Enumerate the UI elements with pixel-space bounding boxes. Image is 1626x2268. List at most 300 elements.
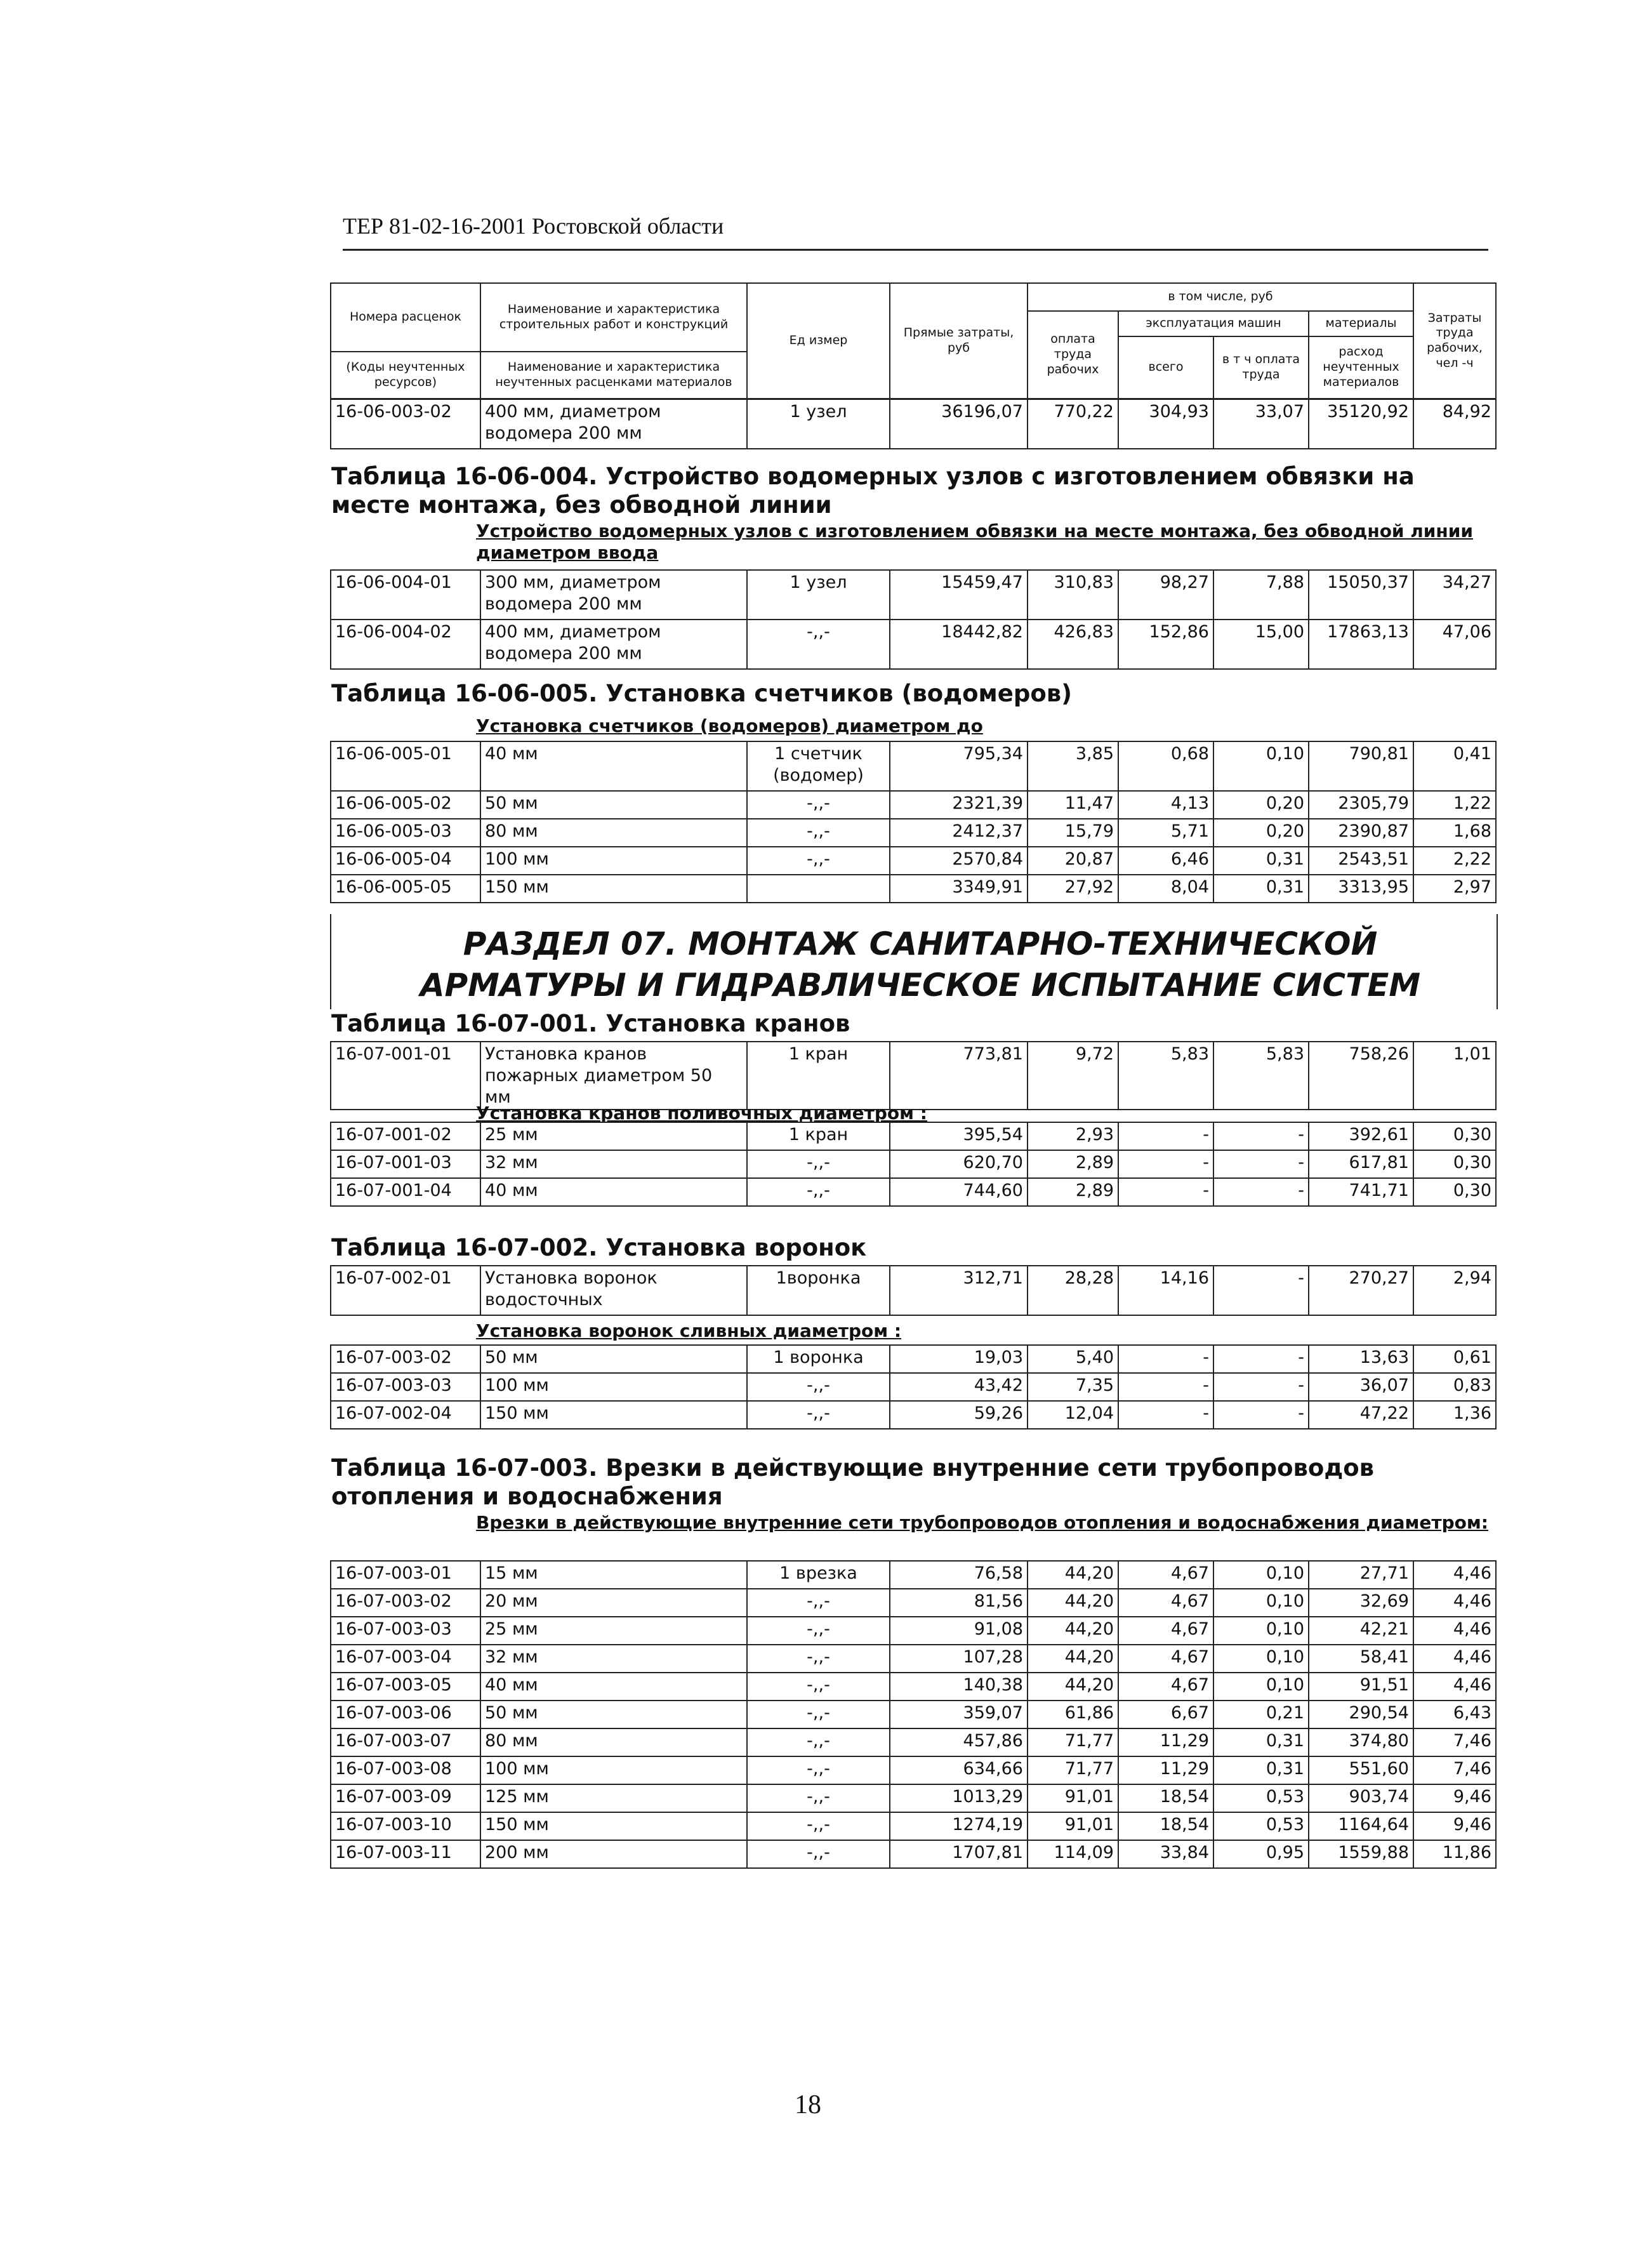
table-row — [331, 1561, 1496, 1589]
materials-cell: 27,71 — [1309, 1561, 1413, 1589]
labor-hours-cell: 7,46 — [1413, 1756, 1496, 1784]
table-16-06-005-caption: Таблица 16-06-005. Установка счетчиков (водомеров) — [331, 680, 1073, 707]
rate-code-cell: 16-07-001-02 — [331, 1122, 480, 1150]
header-rule — [343, 249, 1488, 251]
direct-cost-cell: 2321,39 — [890, 791, 1028, 819]
work-name-cell: 300 мм, диаметром водомера 200 мм — [480, 570, 747, 620]
work-name-cell: 25 мм — [480, 1617, 747, 1645]
unit-cell: 1 кран — [747, 1042, 890, 1110]
labor-pay-cell: 71,77 — [1028, 1728, 1118, 1756]
direct-cost-cell: 15459,47 — [890, 570, 1028, 620]
direct-cost-cell: 744,60 — [890, 1178, 1028, 1206]
head-incl-pay: в т ч оплата труда — [1213, 336, 1309, 399]
head-direct: Прямые затраты, руб — [890, 283, 1028, 399]
labor-hours-cell: 1,68 — [1413, 819, 1496, 847]
head-incl: в том числе, руб — [1028, 283, 1413, 311]
labor-hours-cell: 4,46 — [1413, 1645, 1496, 1673]
table-16-06-003 — [330, 399, 1497, 449]
labor-hours-cell: 4,46 — [1413, 1589, 1496, 1617]
direct-cost-cell: 312,71 — [890, 1266, 1028, 1315]
table-row — [331, 1178, 1496, 1206]
rate-code-cell: 16-07-003-10 — [331, 1812, 480, 1840]
machines-labor-pay-cell: 33,07 — [1213, 399, 1309, 449]
labor-pay-cell: 44,20 — [1028, 1617, 1118, 1645]
labor-pay-cell: 44,20 — [1028, 1645, 1118, 1673]
head-labor-pay: оплата труда рабочих — [1028, 311, 1118, 399]
unit-cell — [747, 875, 890, 903]
labor-pay-cell: 310,83 — [1028, 570, 1118, 620]
unit-cell: -,,- — [747, 791, 890, 819]
direct-cost-cell: 773,81 — [890, 1042, 1028, 1110]
rate-code-cell: 16-07-001-04 — [331, 1178, 480, 1206]
materials-cell: 3313,95 — [1309, 875, 1413, 903]
table-row — [331, 1645, 1496, 1673]
work-name-cell: 100 мм — [480, 847, 747, 875]
unit-cell: 1 узел — [747, 570, 890, 620]
work-name-cell: 50 мм — [480, 791, 747, 819]
labor-hours-cell: 84,92 — [1413, 399, 1496, 449]
materials-cell: 42,21 — [1309, 1617, 1413, 1645]
machines-labor-pay-cell: 0,10 — [1213, 1589, 1309, 1617]
machines-total-cell: 4,67 — [1118, 1561, 1213, 1589]
table-row — [331, 570, 1496, 620]
rate-code-cell: 16-07-003-04 — [331, 1645, 480, 1673]
materials-cell: 47,22 — [1309, 1401, 1413, 1429]
work-name-cell: 150 мм — [480, 875, 747, 903]
direct-cost-cell: 140,38 — [890, 1673, 1028, 1701]
direct-cost-cell: 107,28 — [890, 1645, 1028, 1673]
table-row — [331, 1042, 1496, 1110]
table-16-07-001-caption: Таблица 16-07-001. Установка кранов — [331, 1010, 850, 1037]
machines-labor-pay-cell: 7,88 — [1213, 570, 1309, 620]
direct-cost-cell: 457,86 — [890, 1728, 1028, 1756]
labor-hours-cell: 6,43 — [1413, 1701, 1496, 1728]
materials-cell: 17863,13 — [1309, 620, 1413, 669]
labor-pay-cell: 2,89 — [1028, 1178, 1118, 1206]
table-row — [331, 1784, 1496, 1812]
work-name-cell: Установка кранов пожарных диаметром 50 мм — [480, 1042, 747, 1110]
table-row — [331, 819, 1496, 847]
work-name-cell: 15 мм — [480, 1561, 747, 1589]
labor-pay-cell: 2,93 — [1028, 1122, 1118, 1150]
table-row — [331, 1589, 1496, 1617]
machines-labor-pay-cell: - — [1213, 1122, 1309, 1150]
materials-cell: 91,51 — [1309, 1673, 1413, 1701]
rate-code-cell: 16-06-005-05 — [331, 875, 480, 903]
table-row — [331, 791, 1496, 819]
rate-code-cell: 16-07-001-03 — [331, 1150, 480, 1178]
rate-code-cell: 16-07-003-08 — [331, 1756, 480, 1784]
materials-cell: 13,63 — [1309, 1345, 1413, 1373]
head-labor: Затраты труда рабочих, чел -ч — [1413, 283, 1496, 399]
machines-labor-pay-cell: 0,31 — [1213, 847, 1309, 875]
machines-total-cell: 4,67 — [1118, 1673, 1213, 1701]
materials-cell: 36,07 — [1309, 1373, 1413, 1401]
materials-cell: 374,80 — [1309, 1728, 1413, 1756]
rate-code-cell: 16-07-002-04 — [331, 1401, 480, 1429]
machines-total-cell: - — [1118, 1122, 1213, 1150]
materials-cell: 58,41 — [1309, 1645, 1413, 1673]
machines-total-cell: 4,67 — [1118, 1617, 1213, 1645]
table-16-06-004-caption: Таблица 16-06-004. Устройство водомерных узлов с изготовлением обвязки на месте монтажа, без обводной линии — [331, 463, 1415, 519]
materials-cell: 35120,92 — [1309, 399, 1413, 449]
table-row — [331, 1840, 1496, 1868]
materials-cell: 32,69 — [1309, 1589, 1413, 1617]
labor-pay-cell: 91,01 — [1028, 1812, 1118, 1840]
labor-hours-cell: 1,22 — [1413, 791, 1496, 819]
table-16-07-001-subcaption: Установка кранов поливочных диаметром : — [476, 1103, 927, 1124]
work-name-cell: 400 мм, диаметром водомера 200 мм — [480, 399, 747, 449]
unit-cell: -,,- — [747, 1150, 890, 1178]
rate-code-cell: 16-07-001-01 — [331, 1042, 480, 1110]
machines-labor-pay-cell: 0,53 — [1213, 1784, 1309, 1812]
table-row — [331, 1373, 1496, 1401]
work-name-cell: 32 мм — [480, 1150, 747, 1178]
unit-cell: -,,- — [747, 1178, 890, 1206]
labor-pay-cell: 44,20 — [1028, 1673, 1118, 1701]
labor-pay-cell: 7,35 — [1028, 1373, 1118, 1401]
machines-total-cell: 11,29 — [1118, 1756, 1213, 1784]
rate-code-cell: 16-07-003-02 — [331, 1589, 480, 1617]
unit-cell: 1 воронка — [747, 1345, 890, 1373]
table-16-07-002 — [330, 1344, 1497, 1429]
work-name-cell: Установка воронок водосточных — [480, 1266, 747, 1315]
work-name-cell: 80 мм — [480, 1728, 747, 1756]
work-name-cell: 40 мм — [480, 741, 747, 791]
direct-cost-cell: 19,03 — [890, 1345, 1028, 1373]
direct-cost-cell: 2570,84 — [890, 847, 1028, 875]
rate-code-cell: 16-07-003-03 — [331, 1617, 480, 1645]
labor-hours-cell: 2,22 — [1413, 847, 1496, 875]
direct-cost-cell: 634,66 — [890, 1756, 1028, 1784]
head-name: Наименование и характеристика строительных работ и конструкций — [480, 283, 747, 352]
work-name-cell: 100 мм — [480, 1756, 747, 1784]
table-row — [331, 1122, 1496, 1150]
table-row — [331, 620, 1496, 669]
materials-cell: 617,81 — [1309, 1150, 1413, 1178]
labor-hours-cell: 9,46 — [1413, 1784, 1496, 1812]
rate-code-cell: 16-06-005-03 — [331, 819, 480, 847]
labor-pay-cell: 3,85 — [1028, 741, 1118, 791]
machines-total-cell: - — [1118, 1150, 1213, 1178]
table-row — [331, 847, 1496, 875]
labor-pay-cell: 20,87 — [1028, 847, 1118, 875]
table-16-06-004 — [330, 569, 1497, 670]
unit-cell: -,,- — [747, 1784, 890, 1812]
rate-code-cell: 16-06-005-02 — [331, 791, 480, 819]
labor-hours-cell: 4,46 — [1413, 1617, 1496, 1645]
rate-code-cell: 16-07-003-07 — [331, 1728, 480, 1756]
direct-cost-cell: 18442,82 — [890, 620, 1028, 669]
machines-labor-pay-cell: - — [1213, 1150, 1309, 1178]
unit-cell: -,,- — [747, 1756, 890, 1784]
machines-total-cell: - — [1118, 1345, 1213, 1373]
work-name-cell: 50 мм — [480, 1345, 747, 1373]
labor-hours-cell: 0,30 — [1413, 1122, 1496, 1150]
materials-cell: 903,74 — [1309, 1784, 1413, 1812]
machines-total-cell: 8,04 — [1118, 875, 1213, 903]
labor-hours-cell: 0,30 — [1413, 1150, 1496, 1178]
labor-hours-cell: 0,41 — [1413, 741, 1496, 791]
table-row — [331, 1345, 1496, 1373]
machines-labor-pay-cell: 0,95 — [1213, 1840, 1309, 1868]
machines-total-cell: 98,27 — [1118, 570, 1213, 620]
labor-pay-cell: 61,86 — [1028, 1701, 1118, 1728]
work-name-cell: 20 мм — [480, 1589, 747, 1617]
labor-pay-cell: 28,28 — [1028, 1266, 1118, 1315]
machines-total-cell: 0,68 — [1118, 741, 1213, 791]
machines-labor-pay-cell: - — [1213, 1373, 1309, 1401]
labor-pay-cell: 44,20 — [1028, 1589, 1118, 1617]
labor-pay-cell: 27,92 — [1028, 875, 1118, 903]
labor-pay-cell: 5,40 — [1028, 1345, 1118, 1373]
labor-pay-cell: 91,01 — [1028, 1784, 1118, 1812]
labor-hours-cell: 47,06 — [1413, 620, 1496, 669]
work-name-cell: 200 мм — [480, 1840, 747, 1868]
table-16-07-001 — [330, 1122, 1497, 1207]
rate-code-cell: 16-07-002-01 — [331, 1266, 480, 1315]
machines-labor-pay-cell: 0,31 — [1213, 1756, 1309, 1784]
work-name-cell: 80 мм — [480, 819, 747, 847]
work-name-cell: 40 мм — [480, 1673, 747, 1701]
machines-total-cell: 33,84 — [1118, 1840, 1213, 1868]
machines-labor-pay-cell: 15,00 — [1213, 620, 1309, 669]
labor-hours-cell: 4,46 — [1413, 1673, 1496, 1701]
direct-cost-cell: 91,08 — [890, 1617, 1028, 1645]
labor-hours-cell: 1,01 — [1413, 1042, 1496, 1110]
table-16-07-003-caption: Таблица 16-07-003. Врезки в действующие внутренние сети трубопроводов отопления и водоснабжения — [331, 1454, 1375, 1511]
head-name-sub: Наименование и характеристика неучтенных расценками материалов — [480, 352, 747, 399]
table-16-07-002-subcaption: Установка воронок сливных диаметром : — [476, 1320, 902, 1341]
machines-labor-pay-cell: 0,10 — [1213, 1645, 1309, 1673]
labor-pay-cell: 426,83 — [1028, 620, 1118, 669]
head-codes: Номера расценок — [331, 283, 480, 352]
work-name-cell: 400 мм, диаметром водомера 200 мм — [480, 620, 747, 669]
work-name-cell: 40 мм — [480, 1178, 747, 1206]
table-row — [331, 1756, 1496, 1784]
rate-code-cell: 16-07-003-01 — [331, 1561, 480, 1589]
unit-cell: -,,- — [747, 1589, 890, 1617]
labor-pay-cell: 770,22 — [1028, 399, 1118, 449]
machines-total-cell: - — [1118, 1178, 1213, 1206]
direct-cost-cell: 620,70 — [890, 1150, 1028, 1178]
machines-labor-pay-cell: - — [1213, 1266, 1309, 1315]
direct-cost-cell: 43,42 — [890, 1373, 1028, 1401]
work-name-cell: 150 мм — [480, 1812, 747, 1840]
table-16-07-002-first — [330, 1265, 1497, 1316]
table-row — [331, 1617, 1496, 1645]
machines-total-cell: - — [1118, 1401, 1213, 1429]
labor-hours-cell: 1,36 — [1413, 1401, 1496, 1429]
work-name-cell: 150 мм — [480, 1401, 747, 1429]
labor-pay-cell: 71,77 — [1028, 1756, 1118, 1784]
unit-cell: -,,- — [747, 1812, 890, 1840]
table-16-07-002-caption: Таблица 16-07-002. Установка воронок — [331, 1234, 867, 1261]
labor-hours-cell: 11,86 — [1413, 1840, 1496, 1868]
rate-code-cell: 16-07-003-06 — [331, 1701, 480, 1728]
page-number: 18 — [795, 2090, 821, 2119]
machines-labor-pay-cell: - — [1213, 1178, 1309, 1206]
machines-total-cell: 4,67 — [1118, 1589, 1213, 1617]
direct-cost-cell: 1274,19 — [890, 1812, 1028, 1840]
labor-pay-cell: 2,89 — [1028, 1150, 1118, 1178]
table-row — [331, 1673, 1496, 1701]
head-machines: эксплуатация машин — [1118, 311, 1309, 336]
unit-cell: -,,- — [747, 1645, 890, 1673]
machines-total-cell: 6,67 — [1118, 1701, 1213, 1728]
document-header: ТЕР 81-02-16-2001 Ростовской области — [343, 213, 724, 239]
head-unit: Ед измер — [747, 283, 890, 399]
materials-cell: 741,71 — [1309, 1178, 1413, 1206]
labor-hours-cell: 7,46 — [1413, 1728, 1496, 1756]
materials-cell: 1164,64 — [1309, 1812, 1413, 1840]
materials-cell: 790,81 — [1309, 741, 1413, 791]
materials-cell: 392,61 — [1309, 1122, 1413, 1150]
machines-total-cell: 4,67 — [1118, 1645, 1213, 1673]
materials-cell: 270,27 — [1309, 1266, 1413, 1315]
materials-cell: 758,26 — [1309, 1042, 1413, 1110]
labor-hours-cell: 0,30 — [1413, 1178, 1496, 1206]
rate-code-cell: 16-06-005-04 — [331, 847, 480, 875]
unit-cell: -,,- — [747, 1701, 890, 1728]
rate-code-cell: 16-07-003-02 — [331, 1345, 480, 1373]
labor-pay-cell: 15,79 — [1028, 819, 1118, 847]
machines-labor-pay-cell: 0,53 — [1213, 1812, 1309, 1840]
materials-cell: 2390,87 — [1309, 819, 1413, 847]
head-total: всего — [1118, 336, 1213, 399]
rate-code-cell: 16-06-005-01 — [331, 741, 480, 791]
machines-labor-pay-cell: 0,31 — [1213, 1728, 1309, 1756]
machines-labor-pay-cell: 0,20 — [1213, 791, 1309, 819]
table-16-06-005-subcaption: Установка счетчиков (водомеров) диаметром до — [476, 715, 983, 736]
machines-total-cell: 11,29 — [1118, 1728, 1213, 1756]
table-row — [331, 399, 1496, 449]
labor-hours-cell: 34,27 — [1413, 570, 1496, 620]
head-consumption: расход неучтенных материалов — [1309, 336, 1413, 399]
unit-cell: 1 врезка — [747, 1561, 890, 1589]
unit-cell: 1 кран — [747, 1122, 890, 1150]
direct-cost-cell: 36196,07 — [890, 399, 1028, 449]
direct-cost-cell: 359,07 — [890, 1701, 1028, 1728]
labor-hours-cell: 2,94 — [1413, 1266, 1496, 1315]
machines-labor-pay-cell: 0,10 — [1213, 1561, 1309, 1589]
labor-pay-cell: 9,72 — [1028, 1042, 1118, 1110]
machines-labor-pay-cell: 0,31 — [1213, 875, 1309, 903]
direct-cost-cell: 3349,91 — [890, 875, 1028, 903]
materials-cell: 2305,79 — [1309, 791, 1413, 819]
machines-total-cell: 5,71 — [1118, 819, 1213, 847]
table-row — [331, 1401, 1496, 1429]
materials-cell: 15050,37 — [1309, 570, 1413, 620]
table-row — [331, 1812, 1496, 1840]
labor-pay-cell: 114,09 — [1028, 1840, 1118, 1868]
unit-cell: 1 счетчик (водомер) — [747, 741, 890, 791]
labor-pay-cell: 44,20 — [1028, 1561, 1118, 1589]
machines-total-cell: 5,83 — [1118, 1042, 1213, 1110]
unit-cell: -,,- — [747, 1728, 890, 1756]
machines-labor-pay-cell: 0,10 — [1213, 1673, 1309, 1701]
machines-labor-pay-cell: - — [1213, 1345, 1309, 1373]
labor-hours-cell: 0,61 — [1413, 1345, 1496, 1373]
unit-cell: -,,- — [747, 1373, 890, 1401]
materials-cell: 1559,88 — [1309, 1840, 1413, 1868]
materials-cell: 290,54 — [1309, 1701, 1413, 1728]
unit-cell: 1 узел — [747, 399, 890, 449]
machines-total-cell: 14,16 — [1118, 1266, 1213, 1315]
work-name-cell: 125 мм — [480, 1784, 747, 1812]
table-16-07-003 — [330, 1560, 1497, 1869]
direct-cost-cell: 795,34 — [890, 741, 1028, 791]
direct-cost-cell: 2412,37 — [890, 819, 1028, 847]
machines-total-cell: 304,93 — [1118, 399, 1213, 449]
machines-labor-pay-cell: 5,83 — [1213, 1042, 1309, 1110]
unit-cell: -,,- — [747, 819, 890, 847]
table-row — [331, 1266, 1496, 1315]
table-16-07-001-first — [330, 1041, 1497, 1110]
machines-labor-pay-cell: 0,10 — [1213, 1617, 1309, 1645]
table-row — [331, 1701, 1496, 1728]
unit-cell: -,,- — [747, 1840, 890, 1868]
rate-code-cell: 16-07-003-05 — [331, 1673, 480, 1701]
labor-hours-cell: 4,46 — [1413, 1561, 1496, 1589]
rate-code-cell: 16-07-003-11 — [331, 1840, 480, 1868]
labor-hours-cell: 0,83 — [1413, 1373, 1496, 1401]
work-name-cell: 25 мм — [480, 1122, 747, 1150]
machines-labor-pay-cell: 0,10 — [1213, 741, 1309, 791]
column-header-table — [330, 282, 1497, 399]
section-07-title: РАЗДЕЛ 07. МОНТАЖ САНИТАРНО-ТЕХНИЧЕСКОЙ АРМАТУРЫ И ГИДРАВЛИЧЕСКОЕ ИСПЫТАНИЕ СИСТЕМ — [420, 925, 1421, 1004]
unit-cell: 1воронка — [747, 1266, 890, 1315]
table-16-07-003-subcaption: Врезки в действующие внутренние сети трубопроводов отопления и водоснабжения диаметром: — [476, 1512, 1488, 1533]
head-codes-sub: (Коды неучтенных ресурсов) — [331, 352, 480, 399]
machines-total-cell: - — [1118, 1373, 1213, 1401]
direct-cost-cell: 81,56 — [890, 1589, 1028, 1617]
work-name-cell: 100 мм — [480, 1373, 747, 1401]
direct-cost-cell: 76,58 — [890, 1561, 1028, 1589]
table-row — [331, 741, 1496, 791]
direct-cost-cell: 1707,81 — [890, 1840, 1028, 1868]
materials-cell: 2543,51 — [1309, 847, 1413, 875]
labor-pay-cell: 12,04 — [1028, 1401, 1118, 1429]
work-name-cell: 32 мм — [480, 1645, 747, 1673]
work-name-cell: 50 мм — [480, 1701, 747, 1728]
machines-total-cell: 152,86 — [1118, 620, 1213, 669]
table-row — [331, 1728, 1496, 1756]
rate-code-cell: 16-07-003-03 — [331, 1373, 480, 1401]
direct-cost-cell: 59,26 — [890, 1401, 1028, 1429]
table-16-06-005 — [330, 741, 1497, 903]
rate-code-cell: 16-06-003-02 — [331, 399, 480, 449]
unit-cell: -,,- — [747, 1617, 890, 1645]
machines-labor-pay-cell: - — [1213, 1401, 1309, 1429]
labor-pay-cell: 11,47 — [1028, 791, 1118, 819]
machines-total-cell: 18,54 — [1118, 1812, 1213, 1840]
table-row — [331, 1150, 1496, 1178]
rate-code-cell: 16-06-004-01 — [331, 570, 480, 620]
table-row — [331, 875, 1496, 903]
materials-cell: 551,60 — [1309, 1756, 1413, 1784]
direct-cost-cell: 1013,29 — [890, 1784, 1028, 1812]
rate-code-cell: 16-06-004-02 — [331, 620, 480, 669]
machines-total-cell: 6,46 — [1118, 847, 1213, 875]
rate-code-cell: 16-07-003-09 — [331, 1784, 480, 1812]
unit-cell: -,,- — [747, 1673, 890, 1701]
unit-cell: -,,- — [747, 847, 890, 875]
machines-labor-pay-cell: 0,20 — [1213, 819, 1309, 847]
table-16-06-004-subcaption: Устройство водомерных узлов с изготовлением обвязки на месте монтажа, без обводной линии диаметром ввода — [476, 521, 1474, 563]
head-materials: материалы — [1309, 311, 1413, 336]
unit-cell: -,,- — [747, 1401, 890, 1429]
